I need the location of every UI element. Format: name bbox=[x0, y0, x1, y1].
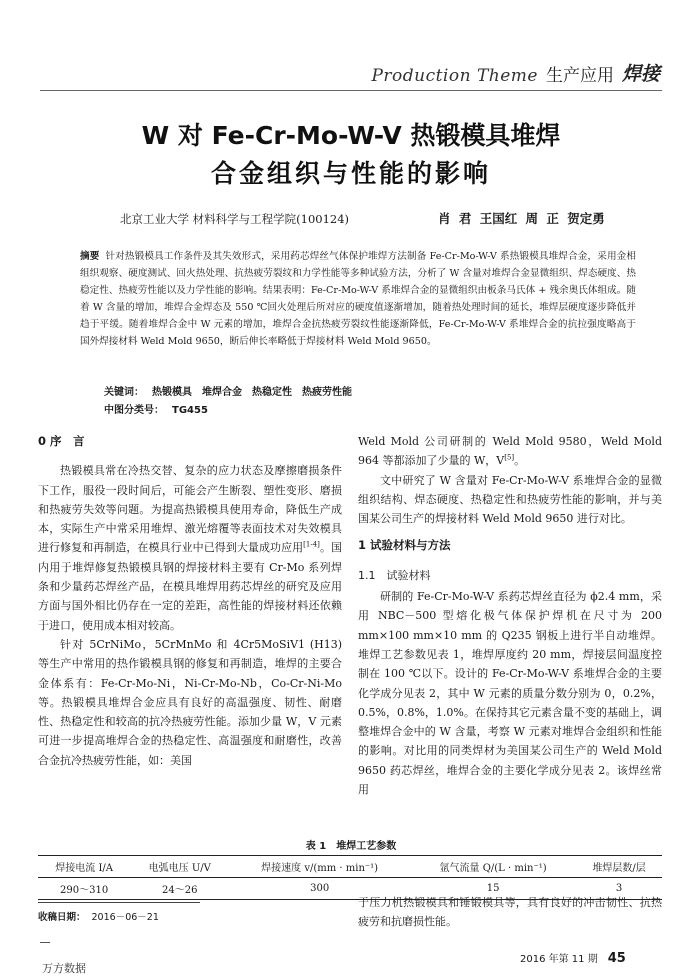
abstract bbox=[80, 248, 636, 350]
header-chinese-column: 生产应用 bbox=[545, 66, 614, 86]
header-divider bbox=[40, 90, 662, 91]
table-cell: 24～26 bbox=[130, 878, 229, 900]
article-title-line-1: W 对 Fe-Cr-Mo-W-V 热锻模具堆焊 bbox=[141, 121, 561, 150]
left-column bbox=[38, 432, 342, 770]
abstract-label: 摘要 bbox=[80, 251, 100, 262]
issue-label: 2016 年第 11 期 bbox=[520, 954, 598, 965]
table-caption: 表 1 堆焊工艺参数 bbox=[305, 841, 397, 852]
footnote-divider bbox=[38, 902, 200, 903]
body-paragraph: 文中研究了 W 含量对 Fe-Cr-Mo-W-V 系堆焊合金的显微组织结构、焊态硬度、热稳定性和热疲劳性能的影响，并与美国某公司生产的焊接材料 Weld Mold 9650 进行对比。 bbox=[358, 473, 662, 526]
article-title-line-2: 合金组织与性能的影响 bbox=[210, 159, 491, 188]
table-header-cell: 电弧电压 U/V bbox=[130, 856, 229, 878]
page-number: 45 bbox=[607, 951, 626, 966]
keyword: 热锻模具 bbox=[152, 387, 192, 398]
paragraph-text: 。国内用于堆焊修复热锻模具钢的焊接材料主要有 Cr-Mo 系列焊条和少量药芯焊丝产品，在模具堆焊用药芯焊丝的研究及应用方面与国外相比仍存在一定的差距，高性能的焊接材料还依赖于进口，使用成本相对较高。 bbox=[38, 541, 343, 632]
paragraph-text: 。 bbox=[514, 454, 526, 468]
journal-brand-logo: 焊接 bbox=[621, 63, 660, 85]
table-cell: 3 bbox=[576, 878, 662, 900]
table-header-row bbox=[38, 856, 662, 878]
table-header-cell: 氩气流量 Q/(L · min⁻¹) bbox=[410, 856, 576, 878]
corner-mark bbox=[40, 942, 50, 943]
received-value: 2016－06－21 bbox=[91, 912, 159, 923]
clc-label: 中图分类号： bbox=[104, 405, 164, 416]
page-footer bbox=[520, 950, 626, 966]
subsection-heading: 1.1 试验材料 bbox=[358, 568, 431, 582]
keywords-line bbox=[104, 384, 644, 402]
keywords-label: 关键词： bbox=[104, 387, 144, 398]
abstract-text: 针对热锻模具工作条件及其失效形式，采用药芯焊丝气体保护堆焊方法制备 Fe-Cr-Mo-W-V 系热锻模具堆焊合金，采用金相组织观察、硬度测试、回火热处理、抗热疲劳裂纹和力学性能等多种试验方法，分析了 W 含量对堆焊合金显微组织、焊态硬度、热稳定性、热疲劳性能以及力学性能的影响。结果表明：Fe-Cr-Mo-W-V 系堆焊合金的显微组织由板条马氏体 + 残余奥氏体组成。随着 W 含量的增加，堆焊合金焊态及 550 ℃回火处理后所对应的硬度值逐渐增加，随着热处理时间的延长，堆焊层硬度逐步降低并趋于平缓。随着堆焊合金中 W 元素的增加，堆焊合金抗热疲劳裂纹性能逐渐降低，Fe-Cr-Mo-W-V 系堆焊合金的抗拉强度略高于国外焊接材料 Weld Mold 9650，断后伸长率略低于焊接材料 Weld Mold 9650。 bbox=[80, 251, 636, 347]
right-column-continuation: 于压力机热锻模具和锤锻模具等，具有良好的冲击韧性、抗热疲劳和抗磨损性能。 bbox=[358, 896, 662, 928]
body-paragraph: 针对 5CrNiMo，5CrMnMo 和 4Cr5MoSiV1 (H13) 等生产中常用的热作锻模具钢的修复和再制造，堆焊的主要合金体系有：Fe-Cr-Mo-Ni，Ni-Cr-Mo-Nb，Co-Cr-Ni-Mo 等。热锻模具堆焊合金应具有良好的高温强度、韧性、耐磨性、热稳定性和较高的抗冷热疲劳性能。添加少量 W，V 元素可进一步提高堆焊合金的热稳定性、高温强度和耐磨性，改善合金抗冷热疲劳性能，如：美国 bbox=[38, 637, 342, 767]
body-paragraph bbox=[38, 461, 342, 635]
table-cell: 290～310 bbox=[38, 878, 130, 900]
body-paragraph: 研制的 Fe-Cr-Mo-W-V 系药芯焊丝直径为 ϕ2.4 mm，采用 NBC－500 型熔化极气体保护焊机在尺寸为 200 mm×100 mm×10 mm 的 Q235 钢板上进行半自动堆焊。堆焊工艺参数见表 1，堆焊厚度约 20 mm，焊接层间温度控制在 100 ℃以下。设计的 Fe-Cr-Mo-W-V 系堆焊合金的主要化学成分见表 2，其中 W 元素的质量分数分别为 0，0.2%，0.5%，0.8%，1.0%。在保持其它元素含量不变的基础上，调整堆焊合金中的 W 含量，考察 W 元素对堆焊合金组织和性能的影响。对比用的同类焊材为美国某公司生产的 Weld Mold 9650 药芯焊丝，堆焊合金的主要化学成分见表 2。该焊丝常用 bbox=[358, 590, 662, 797]
section-heading: 0 序 言 bbox=[38, 434, 85, 448]
keyword: 堆焊合金 bbox=[202, 387, 242, 398]
table-header-cell: 焊接电流 I/A bbox=[38, 856, 130, 878]
received-label: 收稿日期： bbox=[38, 912, 86, 923]
table-cell: 300 bbox=[229, 878, 410, 900]
header-english-column: Production Theme bbox=[371, 66, 538, 86]
body-paragraph bbox=[358, 432, 662, 471]
affiliation: 北京工业大学 材料科学与工程学院(100124) bbox=[120, 212, 350, 226]
paragraph-text: Weld Mold 公司研制的 Weld Mold 9580，Weld Mold 964 等都添加了少量的 W，V bbox=[358, 435, 662, 468]
keyword: 热稳定性 bbox=[252, 387, 292, 398]
watermark: 万方数据 bbox=[42, 962, 86, 975]
paragraph-text: 热锻模具常在冷热交替、复杂的应力状态及摩擦磨损条件下工作，服役一段时间后，可能会产生断裂、塑性变形、磨损和热疲劳失效等问题。为提高热锻模具使用寿命，降低生产成本，实际生产中常采用堆焊、激光熔覆等表面技术对失效模具进行修复和再制造，在模具行业中已得到大量成功应用 bbox=[38, 464, 342, 555]
table-cell: 15 bbox=[410, 878, 576, 900]
received-date bbox=[38, 909, 159, 923]
keywords-block bbox=[104, 384, 644, 420]
authors: 肖 君 王国红 周 正 贺定勇 bbox=[438, 211, 605, 226]
table-header-cell: 堆焊层数/层 bbox=[576, 856, 662, 878]
section-heading: 1 试验材料与方法 bbox=[358, 538, 451, 553]
right-column bbox=[358, 432, 662, 799]
citation: [1-4] bbox=[303, 540, 320, 549]
table-header-cell: 焊接速度 v/(mm · min⁻¹) bbox=[229, 856, 410, 878]
running-header bbox=[360, 52, 660, 86]
clc-value: TG455 bbox=[172, 405, 208, 416]
clc-line bbox=[104, 402, 644, 420]
citation: [5] bbox=[504, 453, 515, 462]
keyword: 热疲劳性能 bbox=[302, 387, 352, 398]
